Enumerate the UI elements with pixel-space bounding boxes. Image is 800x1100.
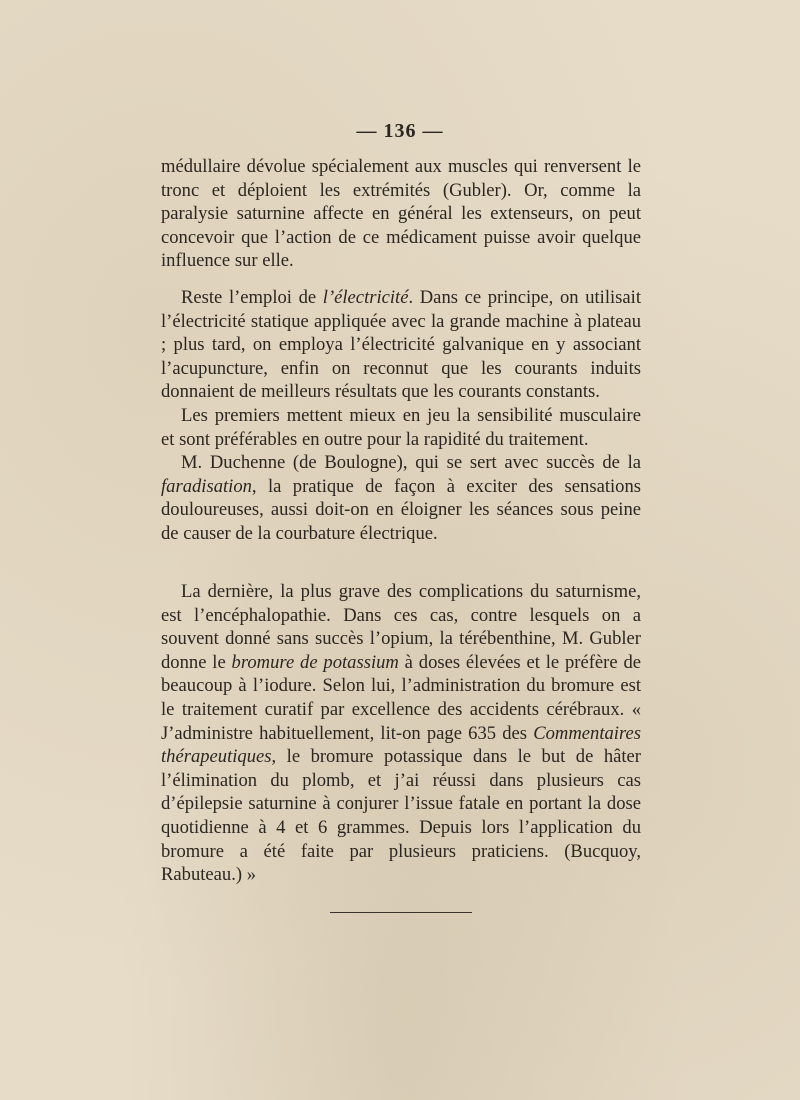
paragraph-5-italic: bromure de potassium: [231, 651, 399, 673]
separator-rule: [330, 912, 472, 913]
paragraph-4-italic: faradisation: [161, 475, 252, 497]
paragraph-5-middle: à doses élevées et le préfère de beaucoup à l’iodure. Selon lui, l’administration du bromure est le traitement curatif par excellence des accidents cérébraux. « J’administre habituellement, lit-on page 635 des: [161, 651, 641, 744]
text-block-3: [161, 580, 641, 887]
paragraph-5-italic-2: Commentaires thérapeutiques: [161, 722, 641, 768]
paragraph-5: [161, 580, 641, 887]
paragraph-2-italic: l’électricité: [322, 287, 409, 308]
paragraph-4: [161, 451, 641, 545]
paragraph-5-before: La dernière, la plus grave des complications du saturnisme, est l’encéphalopathie. Dans ces cas, contre lesquels on a souvent donné sans succès l’opium, la térébenthine, M. Gubler donne le: [161, 581, 641, 673]
page-number: — 136 —: [356, 120, 444, 142]
paragraph-1: médullaire dévolue spécialement aux muscles qui renversent le tronc et déploient les extrémités (Gubler). Or, comme la paralysie saturnine affecte en général les extenseurs, on peut concevoir que l’action de ce médicament puisse avoir quelque influence sur elle.: [161, 156, 641, 272]
paragraph-3: Les premiers mettent mieux en jeu la sensibilité musculaire et sont préférables en outre pour la rapidité du traitement.: [161, 404, 641, 450]
text-block-1: [161, 155, 641, 273]
paragraph-2: [161, 286, 641, 404]
paragraph-4-before: M. Duchenne (de Boulogne), qui se sert avec succès de la: [181, 452, 641, 474]
paragraph-2-before: Reste l’emploi de: [181, 287, 323, 308]
paragraph-4-after: , la pratique de façon à exciter des sensations douloureuses, aussi doit-on en éloigner les séances sous peine de causer de la courbature électrique.: [161, 475, 641, 544]
text-block-2: [161, 286, 641, 546]
paragraph-2-after: . Dans ce principe, on utilisait l’électricité statique appliquée avec la grande machine à plateau ; plus tard, on employa l’électricité galvanique en y associant l’acupuncture, enfin on reconnut que les courants induits donnaient de meilleurs résultats que les courants constants.: [161, 287, 641, 403]
paragraph-5-after: , le bromure potassique dans le but de hâter l’élimination du plomb, et j’ai réussi dans plusieurs cas d’épilepsie saturnine à conjurer l’issue fatale en portant la dose quotidienne à 4 et 6 grammes. Depuis lors l’application du bromure a été faite par plusieurs praticiens. (Bucquoy, Rabuteau.) »: [161, 746, 641, 886]
